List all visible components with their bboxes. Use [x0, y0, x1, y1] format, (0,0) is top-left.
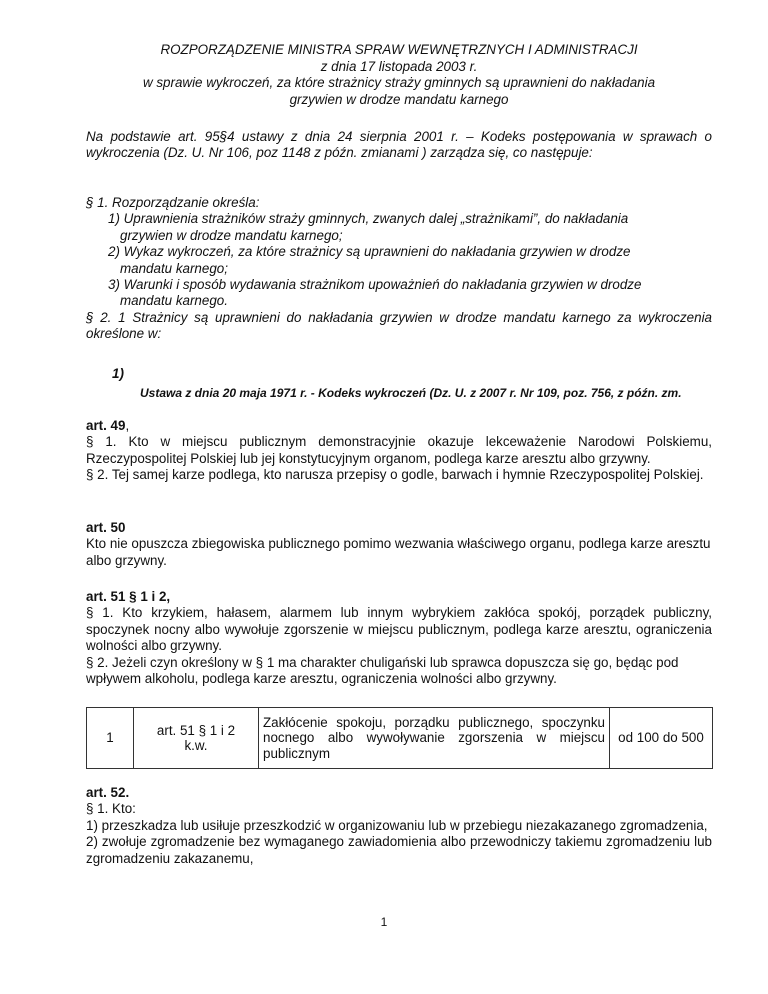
- table-cell-lp: 1: [87, 708, 134, 769]
- table-row: [87, 708, 713, 769]
- section-1-head: § 1. Rozporządzanie określa:: [86, 195, 260, 210]
- article-49: [86, 418, 712, 484]
- header-date: z dnia 17 listopada 2003 r.: [320, 58, 478, 74]
- article-52-para-0: § 1. Kto:: [86, 801, 136, 817]
- section-2: § 2. 1 Strażnicy są uprawnieni do nakładania grzywien w drodze mandatu karnego za wykroczenia określone w:: [86, 310, 712, 342]
- section-1-item-3: 3) Warunki i sposób wydawania strażnikom upoważnień do nakładania grzywien w drodze: [108, 277, 642, 293]
- legal-basis: Na podstawie art. 95§4 ustawy z dnia 24 sierpnia 2001 r. – Kodeks postępowania w sprawach o wykroczenia (Dz. U. Nr 106, poz 1148 z późn. zmianami ) zarządza się, co następuje:: [86, 129, 712, 161]
- table-cell-article: art. 51 § 1 i 2 k.w.: [134, 708, 259, 769]
- header-subject-line1: w sprawie wykroczeń, za które strażnicy straży gminnych są uprawnieni do nakładania: [142, 75, 656, 90]
- section-1: [86, 195, 712, 310]
- article-50-title: art. 50: [86, 520, 126, 535]
- point-1: [86, 366, 712, 402]
- article-49-para-1: § 1. Kto w miejscu publicznym demonstracyjnie okazuje lekceważenie Narodowi Polskiemu, Rzeczypospolitej Polskiej lub jej konstytucyjnym organom, podlega karze aresztu albo grzywny.: [86, 434, 712, 466]
- point-1-number: 1): [112, 366, 124, 381]
- section-1-item-1: 1) Uprawnienia strażników straży gminnych, zwanych dalej „strażnikami”, do nakładania: [108, 211, 629, 227]
- page-number: 1: [380, 915, 388, 929]
- section-1-item-2-cont: mandatu karnego;: [120, 260, 228, 276]
- document-header: [86, 42, 712, 108]
- table-cell-description: Zakłócenie spokoju, porządku publicznego, spoczynku nocnego albo wywoływanie zgorszenia w miejscu publicznym: [259, 708, 610, 769]
- article-50: [86, 520, 712, 569]
- article-51-para-1: § 1. Kto krzykiem, hałasem, alarmem lub innym wybrykiem zakłóca spokój, porządek publiczny, spoczynek nocny albo wywołuje zgorszenie w miejscu publicznym, podlega karze aresztu, ograniczenia wolności albo grzywny.: [86, 605, 712, 654]
- section-1-item-3-cont: mandatu karnego.: [120, 293, 228, 309]
- fine-table: [86, 707, 713, 769]
- header-subject-line2: grzywien w drodze mandatu karnego: [289, 91, 509, 107]
- article-52: [86, 785, 712, 867]
- header-title: ROZPORZĄDZENIE MINISTRA SPRAW WEWNĘTRZNYCH I ADMINISTRACJI: [160, 42, 638, 57]
- article-52-para-2: 2) zwołuje zgromadzenie bez wymaganego zawiadomienia albo przewodniczy takiemu zgromadzeniu lub zgromadzeniu zakazanemu,: [86, 834, 712, 866]
- article-52-para-1: 1) przeszkadza lub usiłuje przeszkodzić w organizowaniu lub w przebiegu niezakazanego zgromadzenia,: [86, 817, 708, 833]
- article-51-title: art. 51 § 1 i 2,: [86, 589, 171, 604]
- article-49-title-suffix: ,: [125, 418, 130, 433]
- article-49-para-2: § 2. Tej samej karze podlega, kto narusza przepisy o godle, barwach i hymnie Rzeczypospolitej Polskiej.: [86, 467, 704, 483]
- article-51-para-2: § 2. Jeżeli czyn określony w § 1 ma charakter chuligański lub sprawca dopuszcza się go, będąc pod wpływem alkoholu, podlega karze aresztu, ograniczenia wolności albo grzywny.: [86, 654, 679, 687]
- section-1-item-2: 2) Wykaz wykroczeń, za które strażnicy są uprawnieni do nakładania grzywien w drodze: [108, 244, 631, 260]
- point-1-act: Ustawa z dnia 20 maja 1971 r. - Kodeks wykroczeń (Dz. U. z 2007 r. Nr 109, poz. 756, z późn. zm.: [140, 386, 682, 401]
- article-52-title: art. 52.: [86, 785, 130, 800]
- article-51: [86, 589, 712, 687]
- article-50-para-1: Kto nie opuszcza zbiegowiska publicznego pomimo wezwania właściwego organu, podlega karze aresztu albo grzywny.: [86, 536, 711, 568]
- article-49-title: art. 49: [86, 418, 126, 433]
- section-1-item-1-cont: grzywien w drodze mandatu karnego;: [120, 227, 343, 243]
- table-cell-amount: od 100 do 500: [610, 708, 713, 769]
